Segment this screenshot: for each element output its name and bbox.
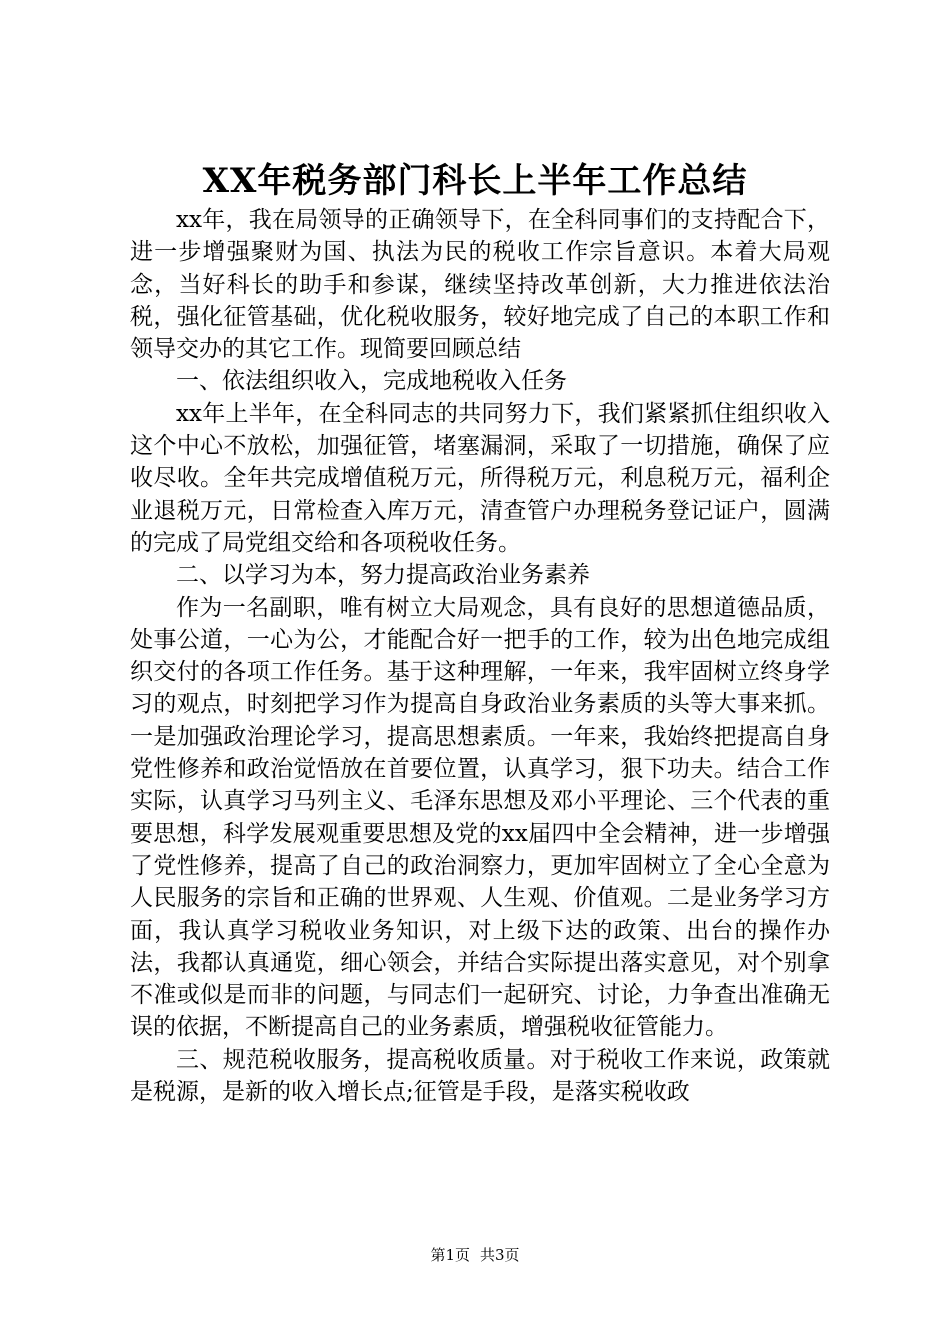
- paragraph-study: 作为一名副职，唯有树立大局观念，具有良好的思想道德品质，处事公道，一心为公，才能配合好一把手的工作，较为出色地完成组织交付的各项工作任务。基于这种理解，一年来，我牢固树立终身学习的观点，时刻把学习作为提高自身政治业务素质的头等大事来抓。一是加强政治理论学习，提高思想素质。一年来，我始终把提高自身党性修养和政治觉悟放在首要位置，认真学习，狠下功夫。结合工作实际，认真学习马列主义、毛泽东思想及邓小平理论、三个代表的重要思想，科学发展观重要思想及党的xx届四中全会精神，进一步增强了党性修养，提高了自己的政治洞察力，更加牢固树立了全心全意为人民服务的宗旨和正确的世界观、人生观、价值观。二是业务学习方面，我认真学习税收业务知识，对上级下达的政策、出台的操作办法，我都认真通览，细心领会，并结合实际提出落实意见，对个别拿不准或似是而非的问题，与同志们一起研究、讨论，力争查出准确无误的依据，不断提高自己的业务素质，增强税收征管能力。: [130, 594, 830, 1041]
- page-number: 第1页: [430, 1246, 470, 1264]
- paragraph-revenue: xx年上半年，在全科同志的共同努力下，我们紧紧抓住组织收入这个中心不放松，加强征管，堵塞漏洞，采取了一切措施，确保了应收尽收。全年共完成增值税万元，所得税万元，利息税万元，福利企业退税万元，日常检查入库万元，清查管户办理税务登记证户，圆满的完成了局党组交给和各项税收任务。: [130, 400, 830, 556]
- document-body: [130, 204, 830, 1108]
- section-heading-2: 二、以学习为本，努力提高政治业务素养: [176, 562, 590, 589]
- paragraph-service: 三、规范税收服务，提高税收质量。对于税收工作来说，政策就是税源，是新的收入增长点;征管是手段，是落实税收政: [130, 1046, 830, 1106]
- page-footer: [0, 1245, 950, 1265]
- document-title: XX年税务部门科长上半年工作总结: [202, 161, 748, 201]
- section-heading-1: 一、依法组织收入，完成地税收入任务: [176, 368, 567, 395]
- paragraph-intro: xx年，我在局领导的正确领导下，在全科同事们的支持配合下，进一步增强聚财为国、执法为民的税收工作宗旨意识。本着大局观念，当好科长的助手和参谋，继续坚持改革创新，大力推进依法治税，强化征管基础，优化税收服务，较好地完成了自己的本职工作和领导交办的其它工作。现简要回顾总结: [130, 207, 830, 363]
- page-total: 共3页: [480, 1246, 520, 1264]
